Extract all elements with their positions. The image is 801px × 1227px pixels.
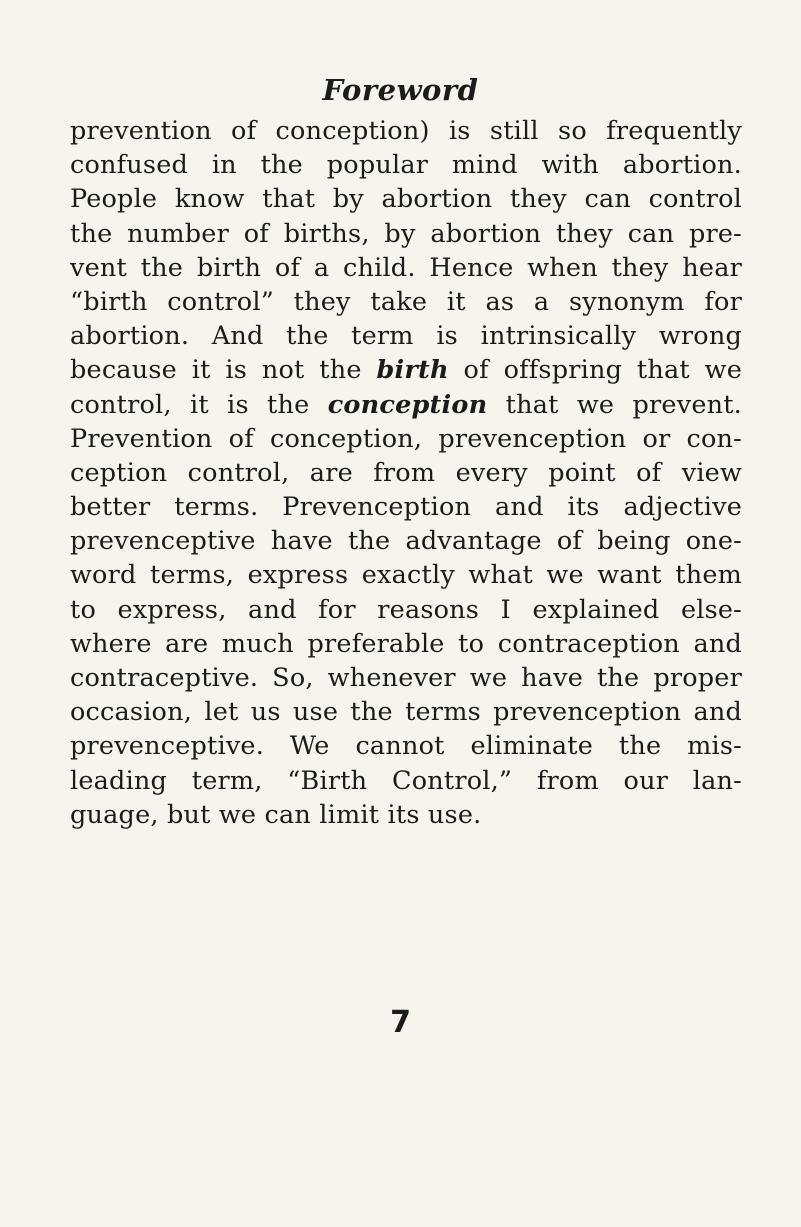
emphasis-birth: birth [376,355,449,386]
text-line: confused in the popular mind with abortion. [70,150,742,181]
text-line [70,353,742,387]
emphasis-conception: conception [327,389,488,420]
text-line: leading term, “Birth Control,” from our lan- [70,765,742,796]
text-line: prevenceptive. We cannot eliminate the mis- [70,731,742,762]
text-line: contraceptive. So, whenever we have the proper [70,663,742,693]
text-line: word terms, express exactly what we want them [70,560,742,591]
text-line: ception control, are from every point of view [70,457,742,488]
text-line: abortion. And the term is intrinsically wrong [70,321,742,352]
text-segment: of offspring that we [448,355,742,386]
text-line: prevenceptive have the advantage of being one- [70,526,742,557]
text-line [70,388,742,422]
text-line: People know that by abortion they can control [70,184,742,215]
text-segment: because it is not the [70,355,377,386]
text-line: prevention of conception) is still so frequently [70,116,742,146]
text-line: to express, and for reasons I explained else- [70,594,742,625]
text-line: “birth control” they take it as a synonym for [70,286,742,317]
text-line: guage, but we can limit its use. [70,799,482,830]
text-line: Prevention of conception, prevenception or con- [70,423,742,454]
text-segment: that we prevent. [487,389,742,420]
text-line: occasion, let us use the terms prevenception and [70,697,742,728]
text-line: vent the birth of a child. Hence when they hear [70,252,742,283]
body-text [70,114,742,832]
text-segment: control, it is the [70,389,328,420]
text-line: better terms. Prevenception and its adjective [70,492,742,523]
text-line: where are much preferable to contraception and [70,628,742,659]
text-line: the number of births, by abortion they can pre- [70,218,742,249]
page-number: 7 [390,1005,411,1040]
running-head: Foreword [322,73,479,107]
